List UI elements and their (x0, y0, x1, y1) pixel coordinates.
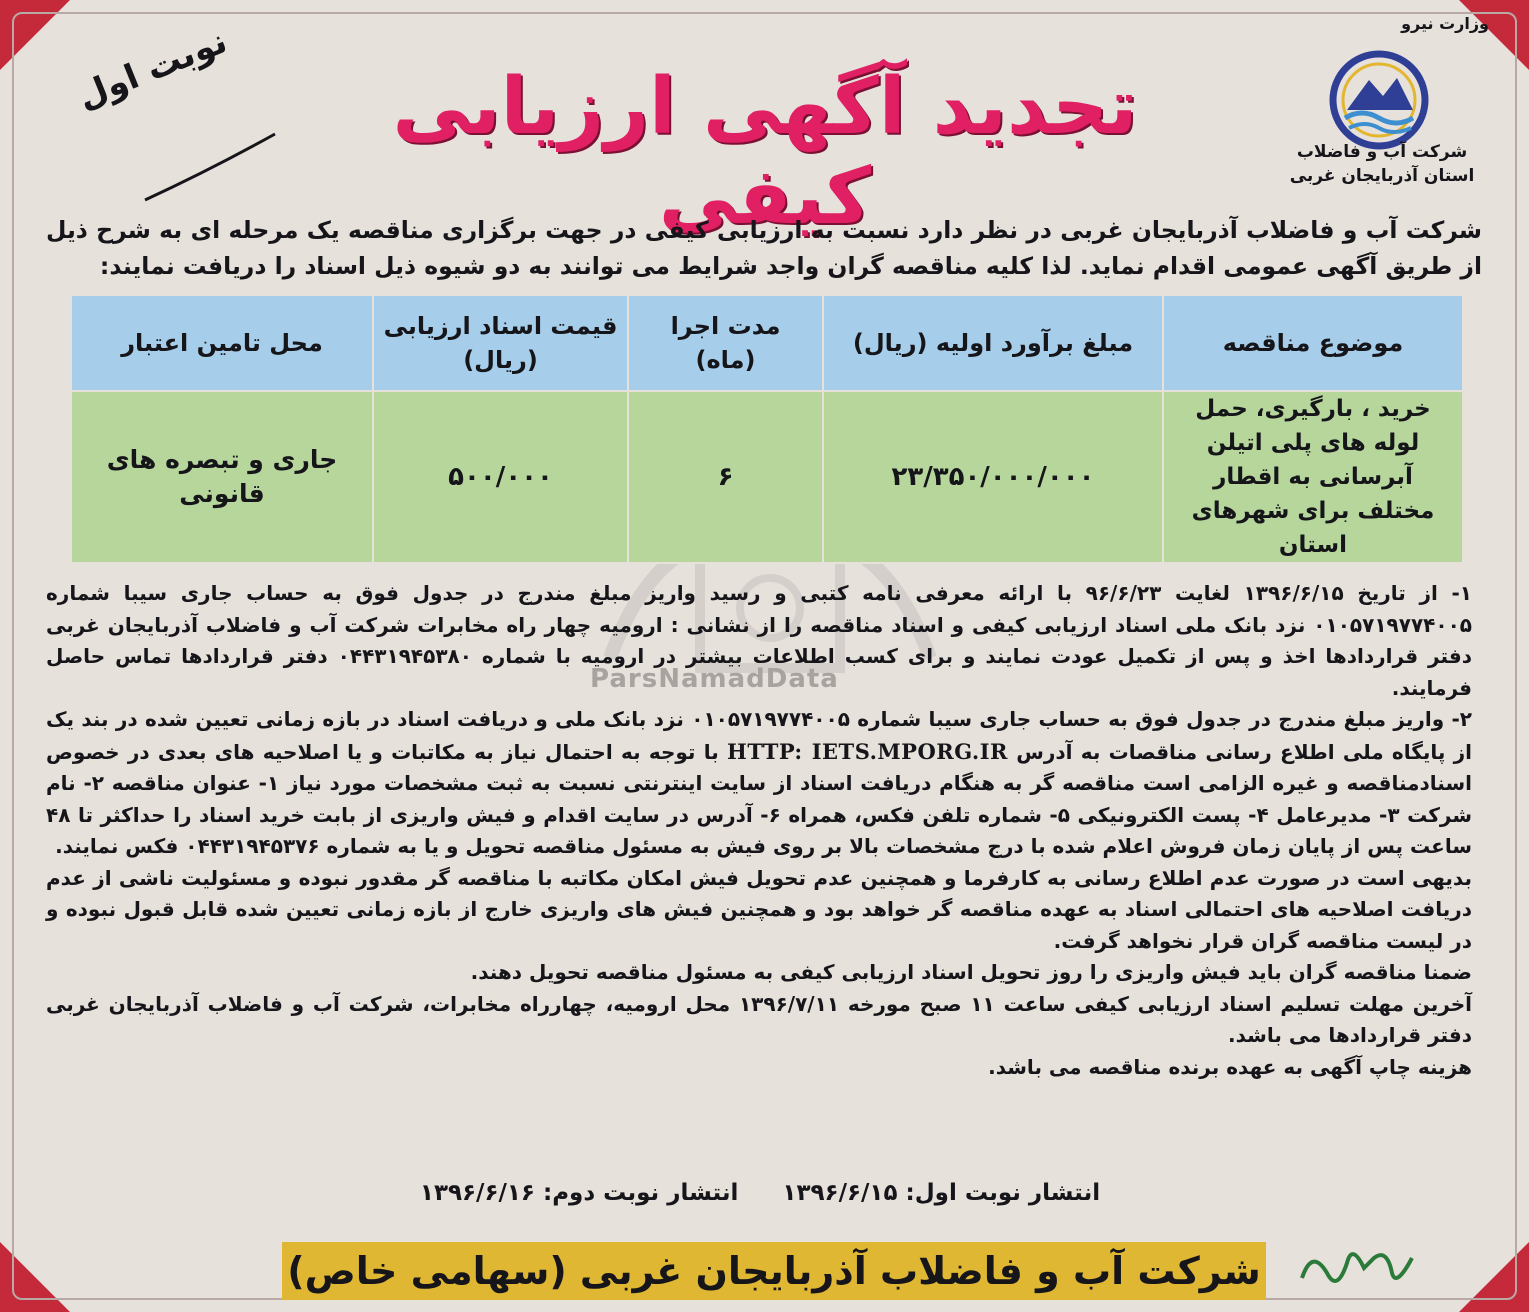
publication-dates (360, 1180, 1160, 1206)
org-name-line1: شرکت آب و فاضلاب (1296, 142, 1468, 162)
paragraph-1: ۱- از تاریخ ۱۳۹۶/۶/۱۵ لغایت ۹۶/۶/۲۳ با ارائه معرفی نامه کتبی و رسید واریز مبلغ مندرج در جدول فوق به حساب جاری سیبا شماره ۰۱۰۵۷۱۹۷۷۴۰۰۵ نزد بانک ملی اسناد ارزیابی کیفی و اسناد مناقصه را از نشانی : ارومیه چهار راه مخابرات شرکت آب و فاضلاب آذربایجان غربی دفتر قراردادها اخذ و پس از تکمیل عودت نمایند و برای کسب اطلاعات بیشتر در ارومیه با شماره ۰۴۴۳۱۹۴۵۳۸۰ دفتر قراردادها تماس حاصل فرمایند. (46, 581, 1473, 700)
cell-duration: ۶ (628, 391, 823, 563)
header-funding: محل تامین اعتبار (71, 295, 373, 391)
cell-doc-price: ۵۰۰/۰۰۰ (373, 391, 628, 563)
publication-first: انتشار نوبت اول: ۱۳۹۶/۶/۱۵ (782, 1180, 1101, 1206)
header-subject: موضوع مناقصه (1163, 295, 1463, 391)
table-header-row (71, 295, 1463, 391)
page-title: تجدید آگهی ارزیابی کیفی (392, 62, 1138, 242)
round-note: نوبت اول (72, 21, 233, 118)
paragraph-6: هزینه چاپ آگهی به عهده برنده مناقصه می باشد. (988, 1054, 1472, 1079)
handwritten-signature (1292, 1228, 1422, 1298)
paragraph-2 (46, 704, 1472, 863)
publication-second: انتشار نوبت دوم: ۱۳۹۶/۶/۱۶ (419, 1180, 739, 1206)
header-doc-price: قیمت اسناد ارزیابی (ریال) (373, 295, 628, 391)
paragraph-5: آخرین مهلت تسلیم اسناد ارزیابی کیفی ساعت ۱۱ صبح مورخه ۱۳۹۶/۷/۱۱ محل ارومیه، چهارراه مخابرات، شرکت آب و فاضلاب آذربایجان غربی دفتر قراردادها می باشد. (46, 991, 1472, 1047)
paragraph-2-part-a: ۲- واریز مبلغ مندرج در جدول فوق به حساب جاری سیبا شماره ۰۱۰۵۷۱۹۷۷۴۰۰۵ نزد بانک ملی و دریافت اسناد در بازه زمانی تعیین شده در بند یک از پایگاه ملی اطلاع رسانی مناقصات به آدرس (46, 707, 1473, 764)
org-name (1277, 140, 1487, 188)
org-name-line2: استان آذربایجان غربی (1289, 166, 1475, 186)
table-row (71, 391, 1463, 563)
cell-subject: خرید ، بارگیری، حمل لوله های پلی اتیلن آبرسانی به اقطار مختلف برای شهرهای استان (1163, 391, 1463, 563)
ministry-label: وزارت نیرو (1401, 14, 1489, 33)
header-estimate: مبلغ برآورد اولیه (ریال) (823, 295, 1163, 391)
paragraph-2-part-b: با توجه به احتمال نیاز به مکاتبات و یا اصلاحیه های بعدی در خصوص اسنادمناقصه و غیره الزامی است مناقصه گر به هنگام دریافت اسناد از سایت اینترنتی نسبت به ثبت مشخصات مورد نیاز ۱- عنوان مناقصه ۲- نام شرکت ۳- مدیرعامل ۴- پست الکترونیکی ۵- شماره تلفن فکس، همراه ۶- آدرس در سایت اقدام و فیش واریزی از بابت خرید اسناد را حداکثر تا ۴۸ ساعت پس از پایان زمان فروش اعلام شده با درج مشخصات بالا بر روی فیش به مسئول مناقصه تحویل و یا به شماره ۰۴۴۳۱۹۴۵۳۷۶ فکس نمایند. (46, 739, 1473, 858)
handwritten-underline (140, 130, 280, 202)
watermark-text: ParsNamadData (590, 664, 839, 694)
cell-funding: جاری و تبصره های قانونی (71, 391, 373, 563)
header-duration: مدت اجرا (ماه) (628, 295, 823, 391)
paragraph-4: ضمنا مناقصه گران باید فیش واریزی را روز تحویل اسناد ارزیابی کیفی به مسئول مناقصه تحویل دهند. (470, 960, 1472, 984)
company-logo (1327, 48, 1431, 152)
tender-table (70, 294, 1464, 564)
paragraph-3: بدیهی است در صورت عدم اطلاع رسانی به کارفرما و همچنین عدم تحویل فیش امکان مکاتبه با مناقصه گر مقدور نبوده و مسئولیت ناشی از عدم دریافت اصلاحیه های احتمالی اسناد به عهده مناقصه گر خواهد بود و همچنین فیش های واریزی خارج از بازه زمانی تعیین شده قابل قبول نبوده و در لیست مناقصه گران قرار نخواهد گرفت. (46, 865, 1472, 953)
footer-company-name: شرکت آب و فاضلاب آذربایجان غربی (سهامی خاص) (282, 1242, 1266, 1300)
cell-estimate: ۲۳/۳۵۰/۰۰۰/۰۰۰ (823, 391, 1163, 563)
tender-website-url[interactable]: HTTP: IETS.MPORG.IR (726, 738, 1008, 764)
body-text (46, 578, 1472, 1083)
intro-paragraph: شرکت آب و فاضلاب آذربایجان غربی در نظر دارد نسبت به ارزیابی کیفی در جهت برگزاری مناقصه یک مرحله ای به شرح ذیل از طریق آگهی عمومی اقدام نماید. لذا کلیه مناقصه گران واجد شرایط می توانند به دو شیوه ذیل اسناد را دریافت نمایند: (46, 216, 1482, 280)
